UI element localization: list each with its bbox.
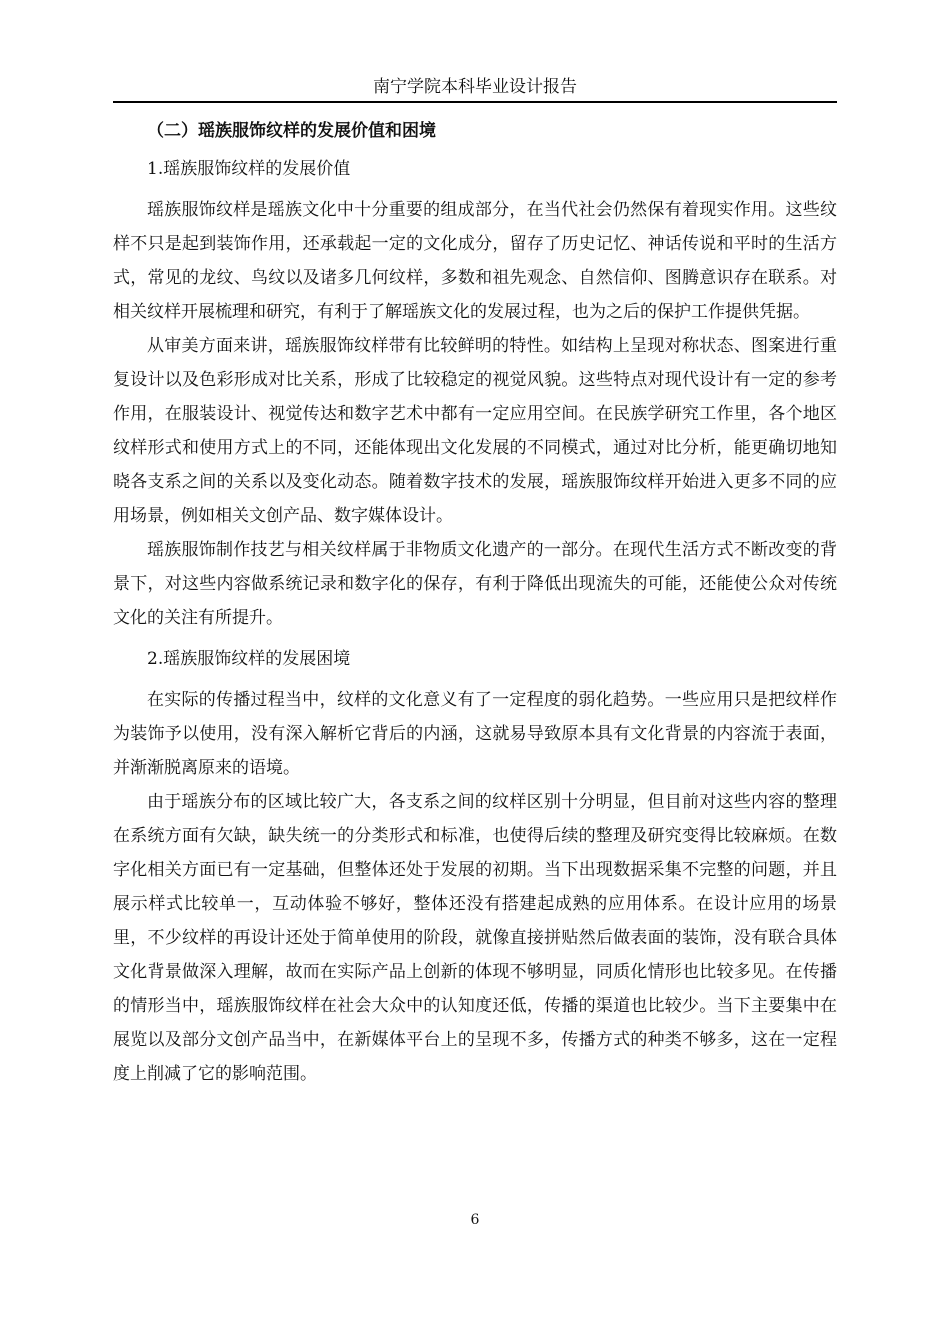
page-number: 6 xyxy=(470,1212,480,1228)
document-body xyxy=(113,117,837,1091)
paragraph: 从审美方面来讲，瑶族服饰纹样带有比较鲜明的特性。如结构上呈现对称状态、图案进行重复设计以及色彩形成对比关系，形成了比较稳定的视觉风貌。这些特点对现代设计有一定的参考作用，在服装设计、视觉传达和数字艺术中都有一定应用空间。在民族学研究工作里，各个地区纹样形式和使用方式上的不同，还能体现出文化发展的不同模式，通过对比分析，能更确切地知晓各支系之间的关系以及变化动态。随着数字技术的发展，瑶族服饰纹样开始进入更多不同的应用场景，例如相关文创产品、数字媒体设计。 xyxy=(113,336,837,526)
paragraph: 由于瑶族分布的区域比较广大，各支系之间的纹样区别十分明显，但目前对这些内容的整理在系统方面有欠缺，缺失统一的分类形式和标准，也使得后续的整理及研究变得比较麻烦。在数字化相关方面已有一定基础，但整体还处于发展的初期。当下出现数据采集不完整的问题，并且展示样式比较单一，互动体验不够好，整体还没有搭建起成熟的应用体系。在设计应用的场景里，不少纹样的再设计还处于简单使用的阶段，就像直接拼贴然后做表面的装饰，没有联合具体文化背景做深入理解，故而在实际产品上创新的体现不够明显，同质化情形也比较多见。在传播的情形当中，瑶族服饰纹样在社会大众中的认知度还低，传播的渠道也比较少。当下主要集中在展览以及部分文创产品当中，在新媒体平台上的呈现不多，传播方式的种类不够多，这在一定程度上削减了它的影响范围。 xyxy=(113,792,837,1084)
subsection-heading-difficulty: 2.瑶族服饰纹样的发展困境 xyxy=(147,649,351,669)
paragraph: 在实际的传播过程当中，纹样的文化意义有了一定程度的弱化趋势。一些应用只是把纹样作为装饰予以使用，没有深入解析它背后的内涵，这就易导致原本具有文化背景的内容流于表面，并渐渐脱离原来的语境。 xyxy=(113,690,837,778)
paragraph: 瑶族服饰制作技艺与相关纹样属于非物质文化遗产的一部分。在现代生活方式不断改变的背景下，对这些内容做系统记录和数字化的保存，有利于降低出现流失的可能，还能使公众对传统文化的关注有所提升。 xyxy=(113,540,837,628)
header-rule xyxy=(113,101,837,103)
subsection-heading-value: 1.瑶族服饰纹样的发展价值 xyxy=(147,159,351,179)
page-header: 南宁学院本科毕业设计报告 xyxy=(373,77,577,97)
section-heading: （二）瑶族服饰纹样的发展价值和困境 xyxy=(147,121,436,141)
paragraph: 瑶族服饰纹样是瑶族文化中十分重要的组成部分，在当代社会仍然保有着现实作用。这些纹样不只是起到装饰作用，还承载起一定的文化成分，留存了历史记忆、神话传说和平时的生活方式，常见的龙纹、鸟纹以及诸多几何纹样，多数和祖先观念、自然信仰、图腾意识存在联系。对相关纹样开展梳理和研究，有利于了解瑶族文化的发展过程，也为之后的保护工作提供凭据。 xyxy=(113,200,837,322)
